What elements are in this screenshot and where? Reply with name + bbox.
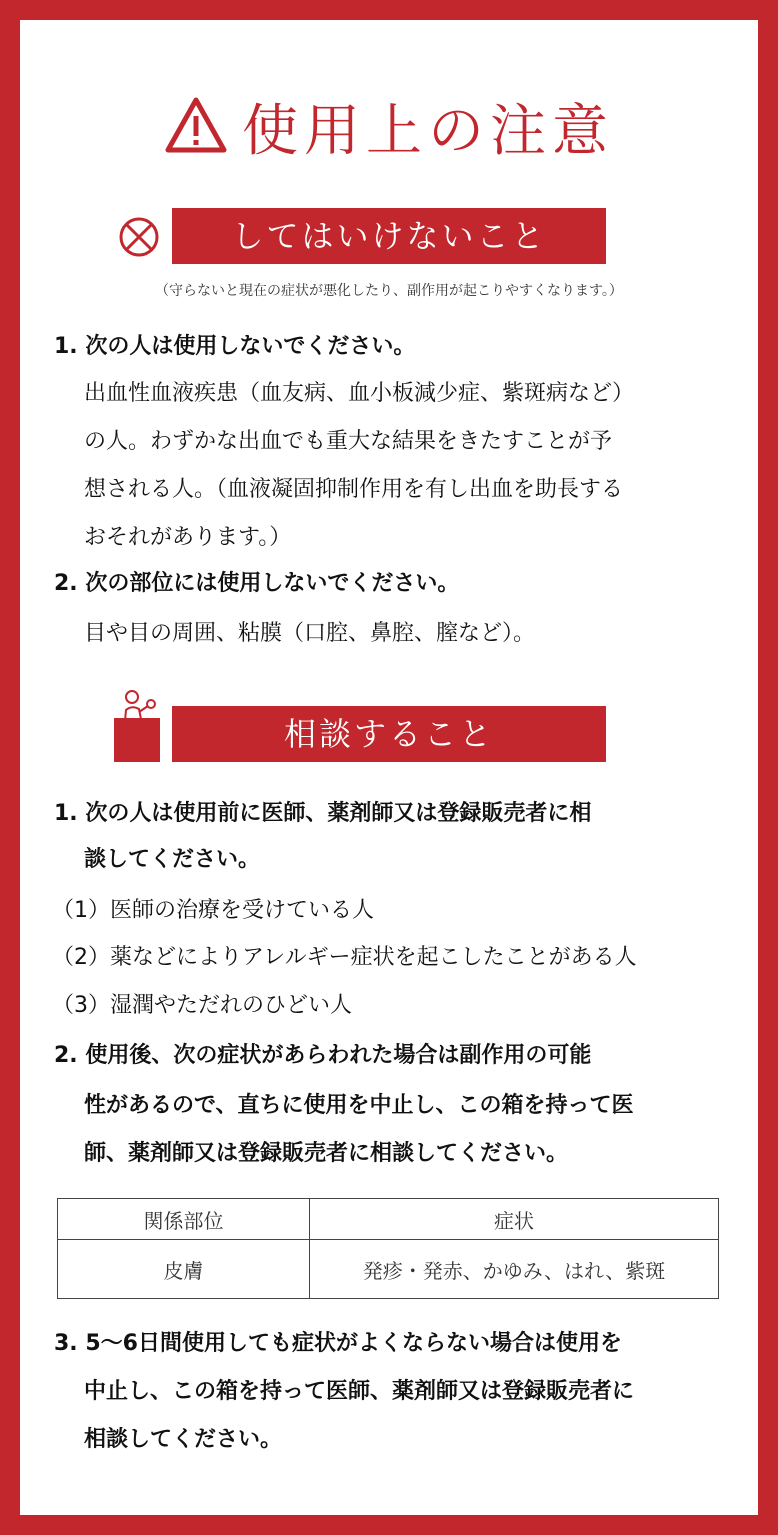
consult-item-2-line: 性があるので、直ちに使用を中止し、この箱を持って医 [84, 1093, 634, 1118]
dont-item-1-line: の人。わずかな出血でも重大な結果をきたすことが予 [84, 429, 613, 454]
section-dont-heading: してはいけないこと [172, 208, 606, 264]
consult-item-3-line: 中止し、この箱を持って医師、薬剤師又は登録販売者に [84, 1379, 635, 1404]
dont-item-1-line: おそれがあります。） [84, 525, 292, 550]
consult-item-1-line: 1. 次の人は使用前に医師、薬剤師又は登録販売者に相 [54, 801, 592, 826]
table-cell: 発疹・発赤、かゆみ、はれ、紫斑 [310, 1240, 719, 1299]
table-header-row [58, 1199, 719, 1240]
consult-item-2-line: 師、薬剤師又は登録販売者に相談してください。 [84, 1141, 569, 1166]
prohibited-icon [116, 214, 162, 260]
dont-item-1-line: 出血性血液疾患（血友病、血小板減少症、紫斑病など） [84, 381, 635, 406]
consult-item-3-line: 相談してください。 [84, 1427, 283, 1452]
table-cell: 皮膚 [58, 1240, 310, 1299]
consult-sub-item: （1）医師の治療を受けている人 [52, 898, 374, 923]
warning-icon [164, 96, 228, 176]
section-dont-note: （守らないと現在の症状が悪化したり、副作用が起こりやすくなります。） [155, 283, 623, 299]
page-title-text: 使用上の注意 [242, 99, 614, 164]
dont-item-1-line: 想される人。（血液凝固抑制作用を有し出血を助長する [84, 477, 624, 502]
consult-sub-item: （3）湿潤やただれのひどい人 [52, 993, 352, 1018]
consult-item-2-line: 2. 使用後、次の症状があらわれた場合は副作用の可能 [54, 1043, 592, 1068]
dont-item-2-line: 目や目の周囲、粘膜（口腔、鼻腔、膣など）。 [84, 621, 536, 646]
table-header-cell: 症状 [310, 1199, 719, 1240]
table-header-cell: 関係部位 [58, 1199, 310, 1240]
page-title [0, 92, 778, 176]
dont-item-2-heading: 2. 次の部位には使用しないでください。 [54, 571, 460, 596]
section-consult-heading: 相談すること [172, 706, 606, 762]
consult-item-3-line: 3. 5〜6日間使用しても症状がよくならない場合は使用を [54, 1331, 622, 1356]
consult-sub-item: （2）薬などによりアレルギー症状を起こしたことがある人 [52, 945, 637, 970]
symptom-table [57, 1198, 719, 1299]
table-row [58, 1240, 719, 1299]
consult-item-1-line: 談してください。 [84, 847, 261, 872]
consultation-icon [112, 688, 162, 762]
dont-item-1-heading: 1. 次の人は使用しないでください。 [54, 334, 416, 359]
